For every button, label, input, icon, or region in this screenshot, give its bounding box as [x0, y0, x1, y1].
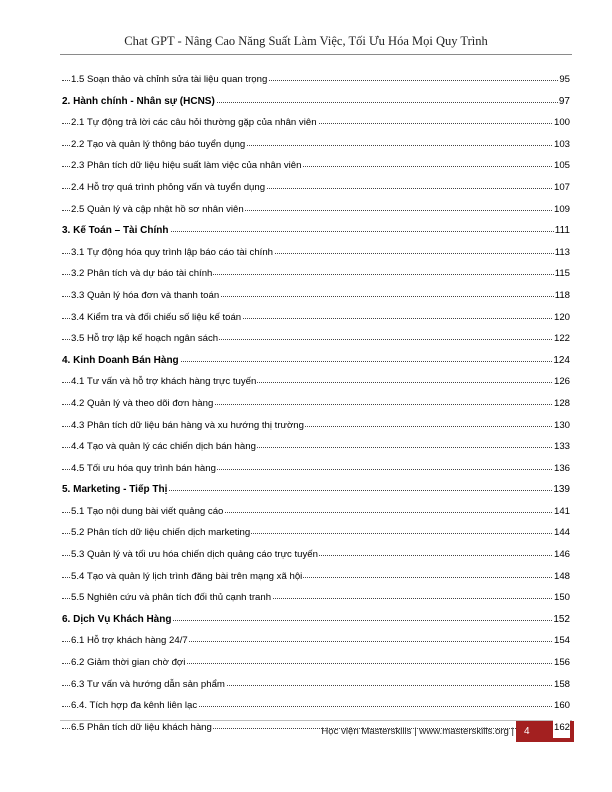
- toc-entry-title: 4. Kinh Doanh Bán Hàng: [62, 354, 179, 366]
- toc-entry-title: 6.4. Tích hợp đa kênh liên lạc: [71, 700, 198, 712]
- toc-section-entry[interactable]: [62, 652, 570, 674]
- toc-entry-page: 150: [553, 587, 570, 609]
- toc-section-entry[interactable]: [62, 522, 570, 544]
- toc-entry-title: 2.4 Hỗ trợ quá trình phỏng vấn và tuyển dụng: [71, 181, 266, 193]
- toc-section-entry[interactable]: [62, 501, 570, 523]
- toc-entry-page: 100: [553, 112, 570, 134]
- toc-chapter-entry[interactable]: [62, 609, 570, 631]
- toc-section-entry[interactable]: [62, 199, 570, 221]
- toc-section-entry[interactable]: [62, 371, 570, 393]
- toc-entry-page: 122: [553, 328, 570, 350]
- toc-entry-title: 3. Kế Toán – Tài Chính: [62, 225, 169, 237]
- toc-section-entry[interactable]: [62, 674, 570, 696]
- toc-section-entry[interactable]: [62, 415, 570, 437]
- toc-entry-title: 5.3 Quản lý và tối ưu hóa chiến dịch quảng cáo trực tuyến: [71, 549, 318, 561]
- toc-entry-page: 103: [553, 134, 570, 156]
- toc-entry-title: 6.2 Giảm thời gian chờ đợi: [71, 657, 186, 669]
- toc-entry-title: 1.5 Soạn thảo và chỉnh sửa tài liệu quan trọng: [71, 74, 268, 85]
- toc-entry-title: 3.1 Tự động hóa quy trình lập báo cáo tài chính: [71, 246, 273, 258]
- toc-entry-title: 4.3 Phân tích dữ liệu bán hàng và xu hướng thị trường: [71, 419, 304, 431]
- toc-entry-title: 3.4 Kiểm tra và đối chiếu số liệu kế toán: [71, 311, 242, 323]
- table-of-contents: [62, 69, 570, 738]
- toc-chapter-entry[interactable]: [62, 479, 570, 501]
- toc-section-entry[interactable]: [62, 177, 570, 199]
- toc-entry-title: 6.3 Tư vấn và hướng dẫn sản phẩm: [71, 678, 225, 690]
- toc-entry-title: 3.3 Quản lý hóa đơn và thanh toán: [71, 289, 220, 301]
- toc-section-entry[interactable]: [62, 328, 570, 350]
- toc-section-entry[interactable]: [62, 587, 570, 609]
- toc-entry-page: 162: [553, 717, 570, 739]
- footer-credit: Học viện Masterskills | www.masterskills.org |: [321, 726, 514, 737]
- toc-entry-title: 6. Dịch Vụ Khách Hàng: [62, 613, 172, 625]
- toc-entry-title: 5.5 Nghiên cứu và phân tích đối thủ cạnh tranh: [71, 592, 272, 604]
- toc-section-entry[interactable]: [62, 630, 570, 652]
- toc-entry-title: 2.3 Phân tích dữ liệu hiệu suất làm việc của nhân viên: [71, 160, 302, 172]
- toc-entry-page: 120: [553, 307, 570, 329]
- toc-entry-page: 124: [552, 350, 570, 372]
- toc-section-entry[interactable]: [62, 242, 570, 264]
- toc-section-entry[interactable]: [62, 134, 570, 156]
- toc-entry-page: 141: [553, 501, 570, 523]
- toc-section-entry[interactable]: [62, 393, 570, 415]
- toc-entry-page: 109: [553, 199, 570, 221]
- toc-section-entry[interactable]: [62, 566, 570, 588]
- toc-entry-page: 118: [554, 285, 570, 307]
- toc-entry-title: 3.2 Phân tích và dự báo tài chính: [71, 268, 213, 280]
- toc-entry-title: 6.1 Hỗ trợ khách hàng 24/7: [71, 635, 188, 647]
- toc-section-entry[interactable]: [62, 544, 570, 566]
- toc-entry-page: 144: [553, 522, 570, 544]
- toc-entry-page: 113: [554, 242, 570, 264]
- toc-entry-page: 105: [553, 155, 570, 177]
- toc-entry-page: 139: [552, 479, 570, 501]
- toc-entry-page: 115: [554, 263, 570, 285]
- footer-page-number: 4: [516, 721, 574, 742]
- toc-entry-page: 97: [558, 91, 570, 113]
- toc-entry-page: 146: [553, 544, 570, 566]
- toc-entry-page: 133: [553, 436, 570, 458]
- toc-entry-page: 158: [553, 674, 570, 696]
- toc-entry-title: 4.4 Tạo và quản lý các chiến dịch bán hàng: [71, 441, 256, 453]
- toc-entry-title: 2.2 Tạo và quản lý thông báo tuyển dụng: [71, 138, 246, 150]
- toc-section-entry[interactable]: [62, 285, 570, 307]
- toc-section-entry[interactable]: [62, 695, 570, 717]
- toc-entry-page: 152: [552, 609, 570, 631]
- toc-entry-page: 95: [558, 69, 570, 91]
- toc-entry-title: 2.5 Quản lý và cập nhật hồ sơ nhân viên: [71, 203, 244, 215]
- toc-entry-page: 107: [553, 177, 570, 199]
- toc-entry-page: 136: [553, 458, 570, 480]
- toc-entry-page: 130: [553, 415, 570, 437]
- toc-entry-title: 5.4 Tạo và quản lý lịch trình đăng bài trên mạng xã hội: [71, 570, 303, 582]
- toc-entry-page: 156: [553, 652, 570, 674]
- toc-entry-page: 128: [553, 393, 570, 415]
- toc-chapter-entry[interactable]: [62, 220, 570, 242]
- toc-entry-page: 111: [554, 220, 570, 242]
- toc-entry-page: 126: [553, 371, 570, 393]
- toc-entry-title: 4.2 Quản lý và theo dõi đơn hàng: [71, 397, 214, 409]
- toc-entry-title: 2.1 Tự động trả lời các câu hỏi thường gặp của nhân viên: [71, 117, 317, 129]
- toc-section-entry[interactable]: [62, 112, 570, 134]
- header-divider: [60, 54, 572, 55]
- toc-section-entry[interactable]: [62, 307, 570, 329]
- toc-entry-title: 3.5 Hỗ trợ lập kế hoạch ngân sách: [71, 333, 219, 345]
- running-header: Chat GPT - Nâng Cao Năng Suất Làm Việc, Tối Ưu Hóa Mọi Quy Trình: [124, 34, 488, 48]
- toc-entry-page: 154: [553, 630, 570, 652]
- toc-entry-page: 160: [553, 695, 570, 717]
- toc-section-entry[interactable]: [62, 436, 570, 458]
- toc-chapter-entry[interactable]: [62, 350, 570, 372]
- toc-section-entry[interactable]: [62, 155, 570, 177]
- toc-entry-title: 5.2 Phân tích dữ liệu chiến dịch marketing: [71, 527, 251, 539]
- toc-entry-title: 5. Marketing - Tiếp Thị: [62, 484, 168, 496]
- toc-entry-title: 5.1 Tạo nội dung bài viết quảng cáo: [71, 505, 224, 517]
- toc-chapter-entry[interactable]: [62, 91, 570, 113]
- toc-entry-title: 6.5 Phân tích dữ liệu khách hàng: [71, 721, 212, 733]
- toc-section-entry[interactable]: [62, 69, 570, 91]
- toc-section-entry[interactable]: [62, 458, 570, 480]
- toc-section-entry[interactable]: [62, 263, 570, 285]
- toc-entry-page: 148: [553, 566, 570, 588]
- toc-entry-title: 4.1 Tư vấn và hỗ trợ khách hàng trực tuyến: [71, 376, 257, 388]
- toc-entry-title: 4.5 Tối ưu hóa quy trình bán hàng: [71, 462, 216, 474]
- footer-divider: [60, 720, 572, 721]
- toc-entry-title: 2. Hành chính - Nhân sự (HCNS): [62, 95, 215, 107]
